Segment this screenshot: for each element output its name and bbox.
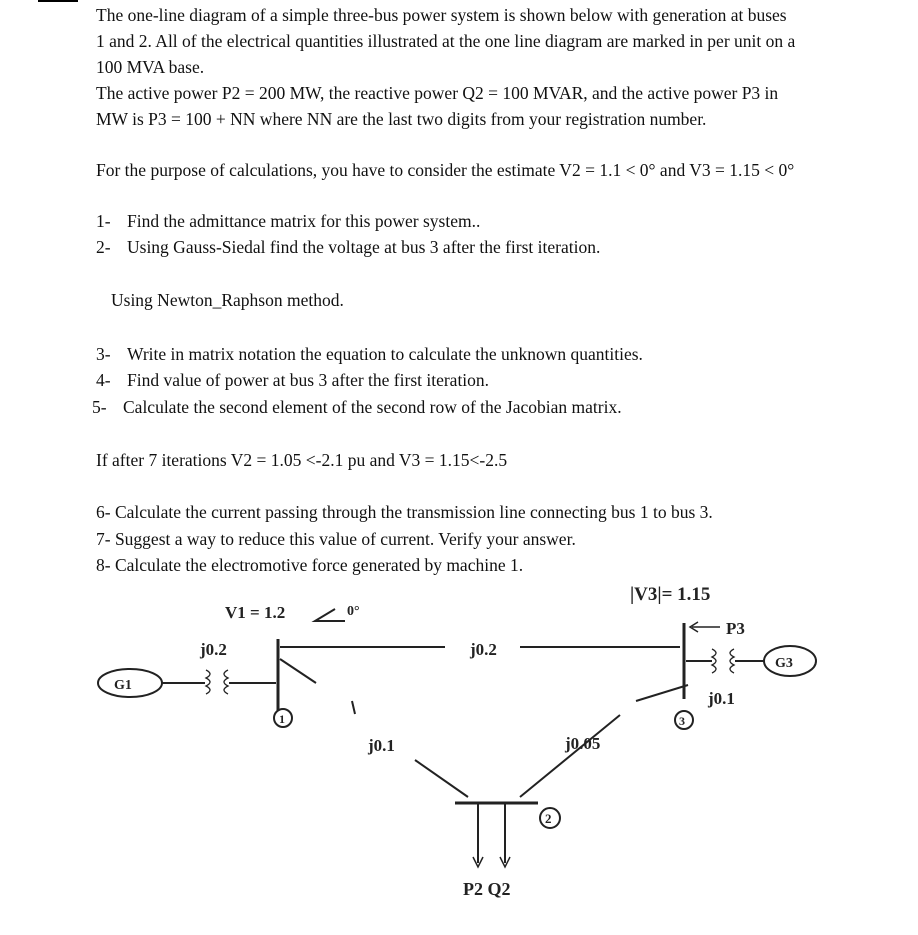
question-item: 6- Calculate the current passing through the transmission line connecting bus 1 to bus 3.	[96, 502, 713, 522]
bus-2-number: 2	[545, 811, 552, 826]
estimate-text: For the purpose of calculations, you have to consider the estimate V2 = 1.1 < 0° and V3 = 1.15 < 0°	[96, 160, 795, 180]
v1-angle: 0°	[347, 604, 360, 619]
reactance-line-2-3: j0.05	[565, 734, 601, 753]
p3-label: P3	[726, 619, 745, 638]
question-item: 5- Calculate the second element of the second row of the Jacobian matrix.	[92, 397, 622, 417]
reactance-line-1-2: j0.1	[368, 736, 395, 755]
question-item: 3- Write in matrix notation the equation to calculate the unknown quantities.	[96, 344, 643, 364]
powers-paragraph	[96, 80, 902, 132]
intro-paragraph	[96, 2, 902, 80]
question-item: 2- Using Gauss-Siedal find the voltage at bus 3 after the first iteration.	[96, 237, 601, 257]
powers-line: The active power P2 = 200 MW, the reactive power Q2 = 100 MVAR, and the active power P3 in	[96, 83, 779, 103]
transformer-t1-icon	[206, 670, 228, 694]
intro-line: 1 and 2. All of the electrical quantities illustrated at the one line diagram are marked in per unit on a	[96, 31, 796, 51]
intro-line: 100 MVA base.	[96, 57, 205, 77]
method-heading: Using Newton_Raphson method.	[111, 290, 344, 310]
question-item: 4- Find value of power at bus 3 after the first iteration.	[96, 370, 490, 390]
powers-line: MW is P3 = 100 + NN where NN are the last two digits from your registration number.	[96, 109, 707, 129]
bus-3-number: 3	[679, 714, 685, 728]
angle-symbol	[315, 609, 345, 621]
one-line-diagram	[0, 575, 918, 925]
g1-label: G1	[114, 678, 132, 693]
line-1-2	[415, 760, 468, 797]
corner-rule	[38, 0, 78, 2]
reactance-gen1: j0.2	[200, 640, 227, 659]
question-item: 7- Suggest a way to reduce this value of current. Verify your answer.	[96, 529, 576, 549]
bus-1-number: 1	[279, 712, 285, 726]
reactance-line-1-3: j0.2	[470, 640, 497, 659]
reactance-gen3: j0.1	[708, 689, 735, 708]
line-2-3	[520, 715, 620, 797]
line-1-2-start	[280, 659, 316, 683]
line-2-3-upper	[636, 685, 688, 701]
v3-label: |V3|= 1.15	[630, 584, 711, 605]
question-item: 1- Find the admittance matrix for this power system..	[96, 211, 481, 231]
condition-text: If after 7 iterations V2 = 1.05 <-2.1 pu and V3 = 1.15<-2.5	[96, 450, 508, 470]
question-item: 8- Calculate the electromotive force generated by machine 1.	[96, 555, 524, 575]
line-1-2-tick	[352, 701, 355, 714]
load-label: P2 Q2	[463, 879, 511, 899]
v1-label: V1 = 1.2	[225, 603, 286, 622]
intro-line: The one-line diagram of a simple three-bus power system is shown below with generation at buses	[96, 5, 787, 25]
g3-label: G3	[775, 656, 793, 671]
transformer-t3-icon	[712, 649, 734, 673]
